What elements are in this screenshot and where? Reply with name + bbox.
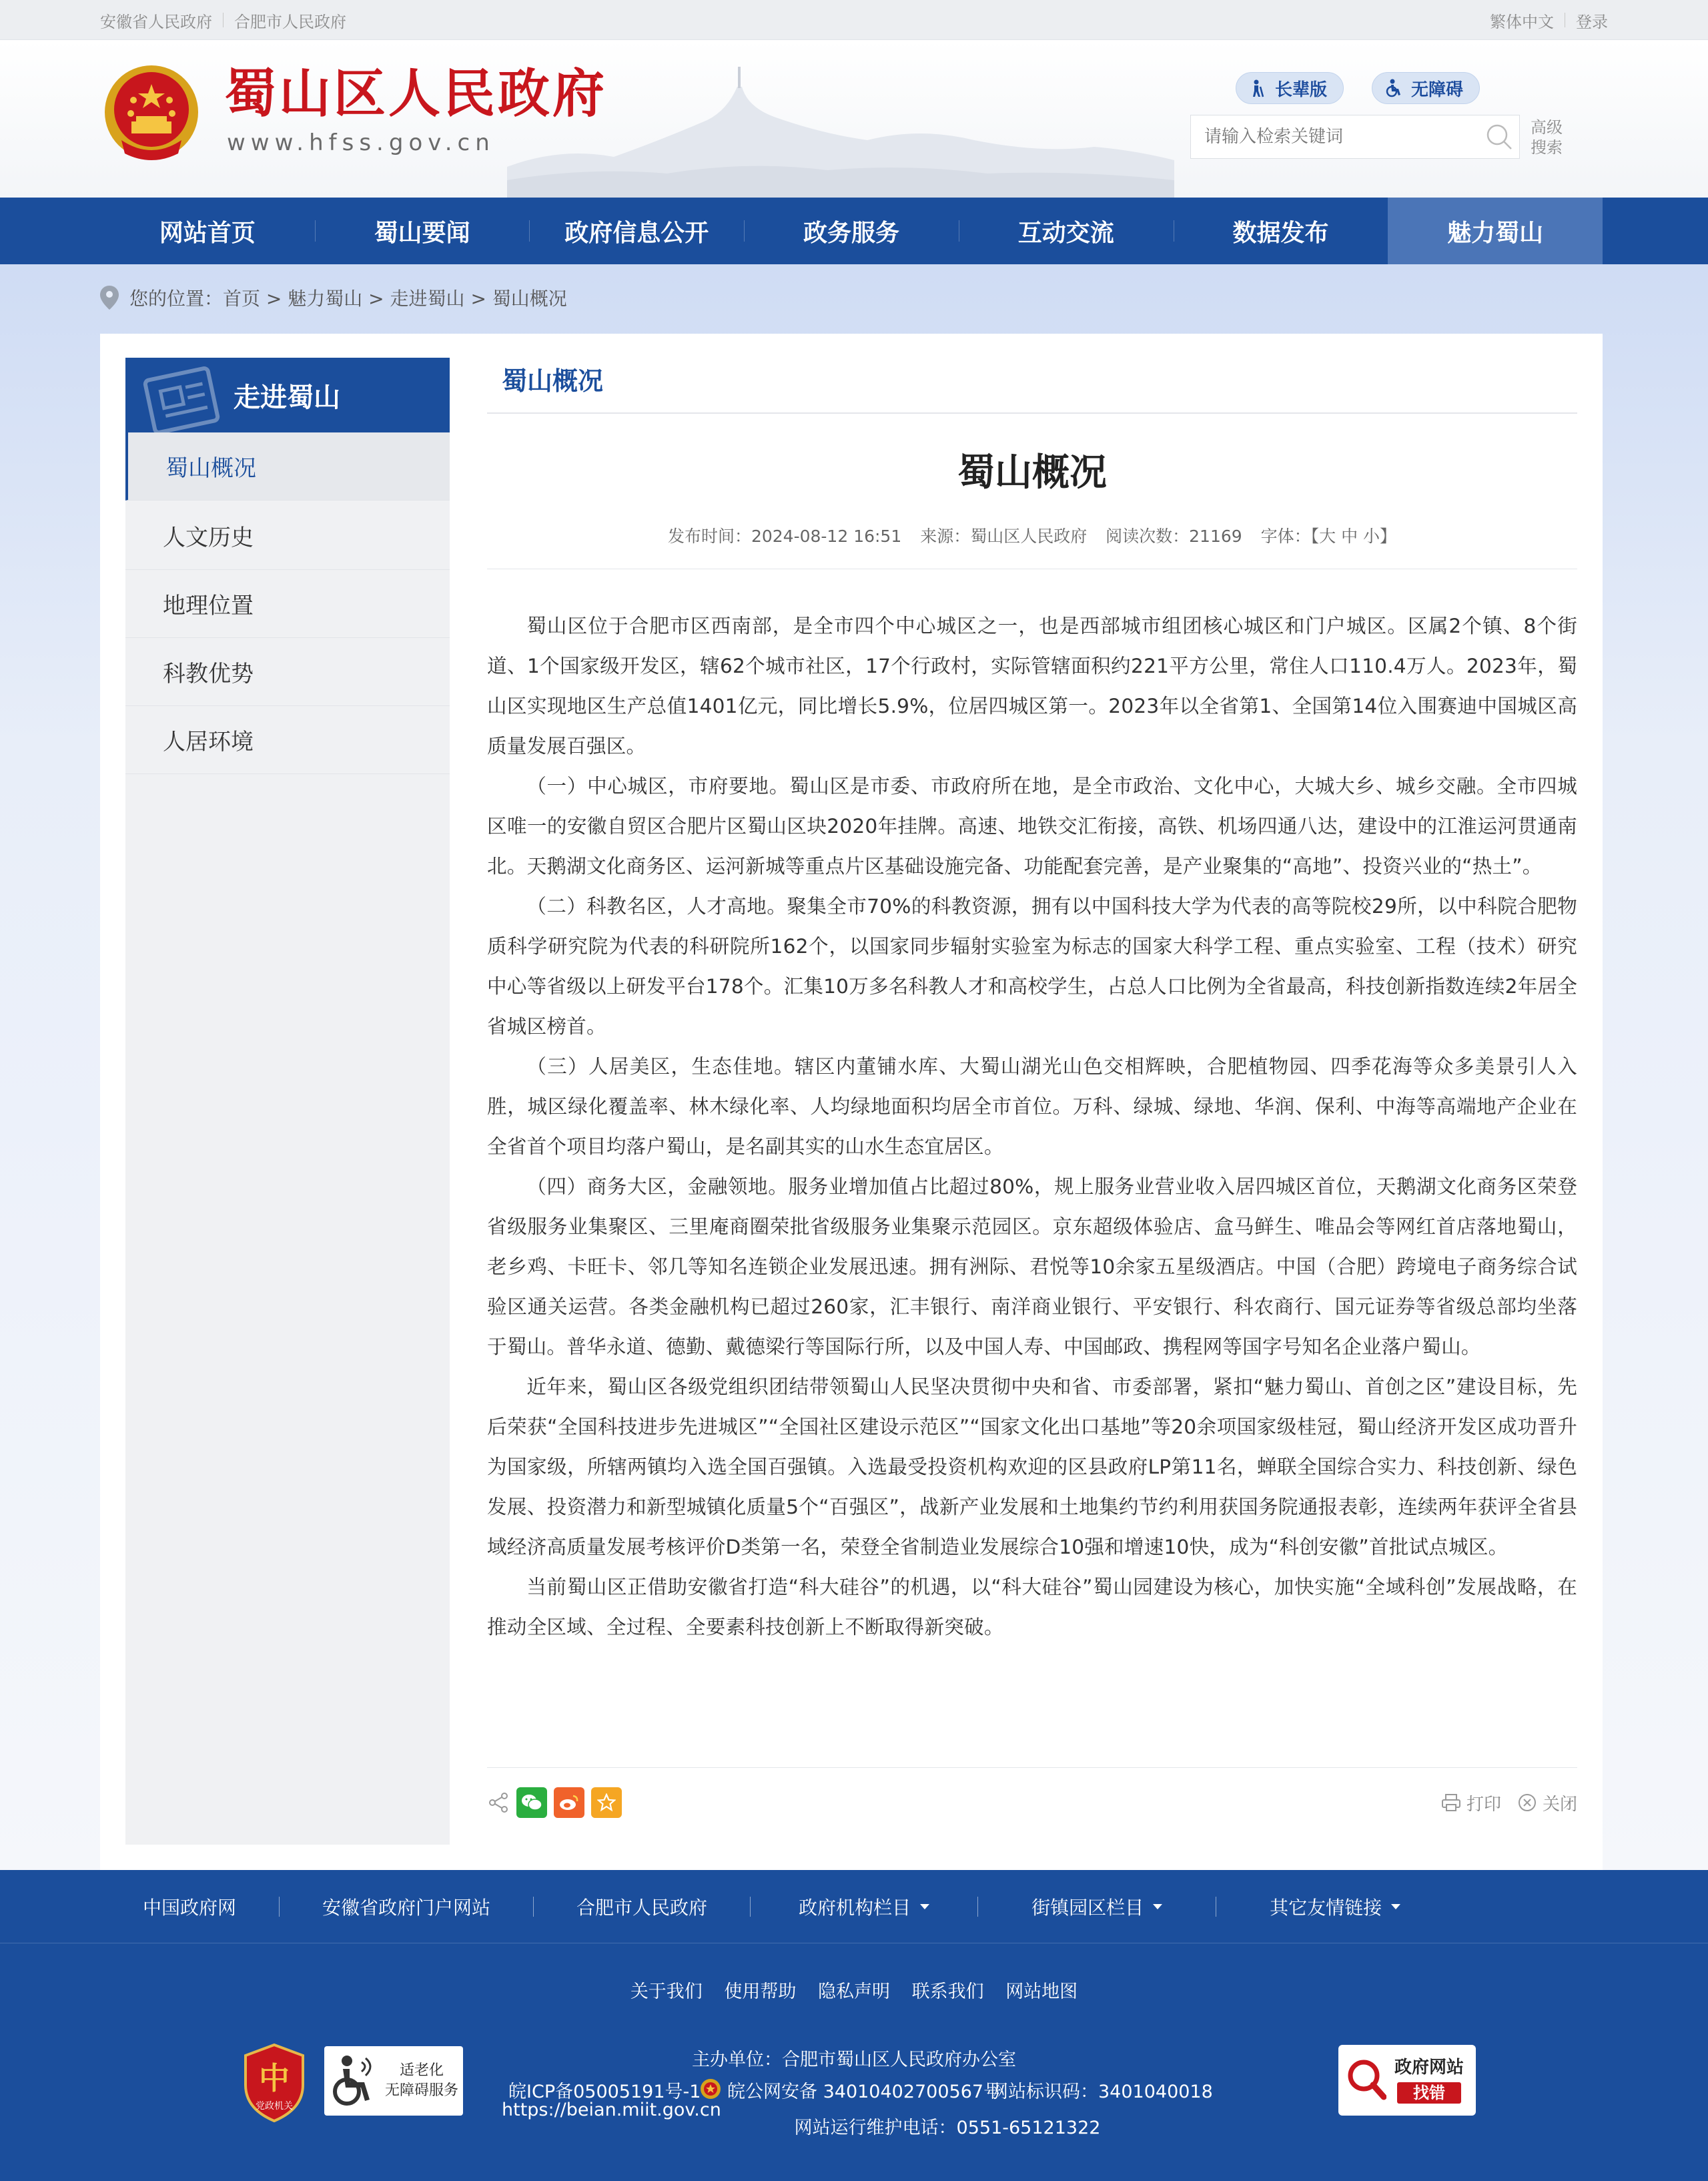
nav-interaction[interactable]: 互动交流 bbox=[959, 198, 1174, 264]
elder-mode-label: 长辈版 bbox=[1275, 79, 1328, 100]
footer-link-label: 政府机构栏目 bbox=[799, 1897, 911, 1919]
newspaper-icon bbox=[136, 364, 236, 432]
party-gov-badge-icon[interactable] bbox=[242, 2044, 307, 2122]
wechat-icon bbox=[521, 1793, 542, 1812]
accessibility-label: 无障碍 bbox=[1411, 79, 1464, 100]
article-source: 来源：蜀山区人民政府 bbox=[920, 527, 1088, 546]
traditional-chinese-link[interactable]: 繁体中文 bbox=[1490, 12, 1554, 31]
accessibility-button[interactable] bbox=[1372, 72, 1480, 104]
divider bbox=[223, 13, 224, 27]
elder-mode-button[interactable] bbox=[1236, 72, 1344, 104]
footer-icp[interactable]: 皖ICP备05005191号-1 bbox=[508, 2082, 701, 2102]
site-title[interactable]: 蜀山区人民政府 bbox=[224, 63, 608, 124]
elder-person-icon bbox=[1248, 79, 1267, 97]
top-bar-left-links bbox=[100, 0, 346, 40]
view-count: 阅读次数：21169 bbox=[1106, 527, 1242, 546]
search-box bbox=[1190, 115, 1520, 159]
close-button[interactable] bbox=[1517, 1791, 1577, 1815]
share-bar bbox=[487, 1786, 628, 1819]
divider bbox=[487, 412, 1577, 414]
sidebar-item-location[interactable]: 地理位置 bbox=[125, 570, 450, 638]
footer-police-record[interactable]: 皖公网安备 34010402700567号 bbox=[727, 2082, 1002, 2102]
wheelchair-icon bbox=[1384, 79, 1403, 97]
chevron-down-icon bbox=[1391, 1904, 1400, 1909]
font-size-control[interactable]: 字体：【大 中 小】 bbox=[1260, 527, 1397, 546]
police-badge-icon bbox=[699, 2077, 722, 2101]
sidebar-header bbox=[125, 358, 450, 432]
divider bbox=[977, 1897, 978, 1917]
footer-sponsor: 主办单位：合肥市蜀山区人民政府办公室 bbox=[692, 2050, 1016, 2070]
footer-link-label: 安徽省政府门户网站 bbox=[322, 1897, 491, 1919]
party-badge-label: 党政机关 bbox=[256, 2101, 293, 2112]
footer-phone: 网站运行维护电话：0551-65121322 bbox=[794, 2118, 1101, 2138]
search-icon bbox=[1484, 122, 1514, 151]
footer-dropdown-towns-parks[interactable] bbox=[1031, 1893, 1162, 1920]
footer-contact[interactable]: 联系我们 bbox=[911, 1981, 984, 2002]
printer-icon bbox=[1441, 1793, 1461, 1812]
close-label: 关闭 bbox=[1543, 1794, 1578, 1815]
national-emblem-icon bbox=[101, 60, 201, 167]
divider bbox=[750, 1897, 751, 1917]
footer-sitemap[interactable]: 网站地图 bbox=[1005, 1981, 1078, 2002]
weibo-icon bbox=[558, 1793, 580, 1812]
aging-accessibility-badge[interactable] bbox=[324, 2046, 463, 2116]
article-paragraph: 近年来，蜀山区各级党组织团结带领蜀山人民坚决贯彻中央和省、市委部署，紧扣“魅力蜀山、首创之区”建设目标，先后荣获“全国科技进步先进城区”“全国社区建设示范区”“国家文化出口基地”等20余项国家级桂冠，蜀山经济开发区成功晋升为国家级，所辖两镇均入选全国百强镇。入选最受投资机构欢迎的区县政府LP第11名，蝉联全国综合实力、科技创新、绿色发展、投资潜力和新型城镇化质量5个“百强区”，战新产业发展和土地集约节约利用获国务院通报表彰，连续两年获评全省县域经济高质量发展考核评价D类第一名，荣登全省制造业发展综合10强和增速10快，成为“科创安徽”首批试点城区。 bbox=[487, 1375, 1577, 1558]
footer-site-code: 网站标识码：3401040018 bbox=[990, 2082, 1213, 2102]
top-bar bbox=[0, 0, 1708, 40]
chevron-down-icon bbox=[920, 1904, 929, 1909]
divider bbox=[533, 1897, 534, 1917]
footer-link-label: 街镇园区栏目 bbox=[1031, 1897, 1144, 1919]
footer-dropdown-other-links[interactable] bbox=[1270, 1893, 1400, 1920]
top-bar-right-links bbox=[1490, 0, 1608, 40]
main-navigation bbox=[0, 198, 1708, 264]
footer-about-us[interactable]: 关于我们 bbox=[630, 1981, 703, 2002]
divider bbox=[487, 1767, 1577, 1768]
sidebar-item-history[interactable]: 人文历史 bbox=[125, 502, 450, 570]
sidebar-title: 走进蜀山 bbox=[234, 382, 340, 413]
article-paragraph: （四）商务大区，金融领地。服务业增加值占比超过80%，规上服务业营业收入居四城区首位，天鹅湖文化商务区荣登省级服务业集聚区、三里庵商圈荣批省级服务业集聚示范园区。京东超级体验店、盒马鲜生、唯品会等网红首店落地蜀山，老乡鸡、卡旺卡、邻几等知名连锁企业发展迅速。拥有洲际、君悦等10余家五星级酒店。中国（合肥）跨境电子商务综合试验区通关运营。各类金融机构已超过260家，汇丰银行、南洋商业银行、平安银行、科农商行、国元证券等省级总部均坐落于蜀山。普华永道、德勤、戴德梁行等国际行所，以及中国人寿、中国邮政、携程网等国字号知名企业落户蜀山。 bbox=[487, 1175, 1577, 1358]
gov-site-error-report-badge[interactable] bbox=[1338, 2045, 1476, 2116]
article-tools bbox=[1425, 1786, 1577, 1819]
site-url: www.hfss.gov.cn bbox=[227, 129, 495, 156]
search-input[interactable] bbox=[1191, 117, 1479, 157]
error-badge-line2: 找错 bbox=[1397, 2082, 1461, 2104]
wechat-share-button[interactable] bbox=[516, 1787, 547, 1818]
favorite-button[interactable] bbox=[591, 1787, 622, 1818]
footer-icp-url[interactable]: https://beian.miit.gov.cn bbox=[502, 2100, 721, 2120]
friend-links-row bbox=[0, 1870, 1708, 1943]
article-paragraph: （一）中心城区，市府要地。蜀山区是市委、市政府所在地，是全市政治、文化中心，大城大乡、城乡交融。全市四城区唯一的安徽自贸区合肥片区蜀山区块2020年挂牌。高速、地铁交汇衔接，高铁、机场四通八达，建设中的江淮运河贯通南北。天鹅湖文化商务区、运河新城等重点片区基础设施完备、功能配套完善，是产业聚集的“高地”、投资兴业的“热土”。 bbox=[487, 775, 1577, 878]
link-anhui-gov[interactable]: 安徽省人民政府 bbox=[100, 12, 212, 31]
aging-badge-line2: 无障碍服务 bbox=[384, 2082, 458, 2099]
column-title: 蜀山概况 bbox=[502, 366, 604, 396]
nav-data-release[interactable]: 数据发布 bbox=[1174, 198, 1388, 264]
breadcrumb bbox=[100, 264, 567, 331]
sidebar-item-living-environment[interactable]: 人居环境 bbox=[125, 706, 450, 774]
article-title: 蜀山概况 bbox=[957, 451, 1107, 495]
sidebar bbox=[125, 358, 450, 1845]
breadcrumb-prefix: 您的位置： bbox=[129, 288, 224, 310]
print-button[interactable] bbox=[1441, 1791, 1501, 1815]
print-label: 打印 bbox=[1466, 1794, 1502, 1815]
article-paragraph: 当前蜀山区正借助安徽省打造“科大硅谷”的机遇，以“科大硅谷”蜀山园建设为核心，加快实施“全域科创”发展战略，在推动全区域、全过程、全要素科技创新上不断取得新突破。 bbox=[487, 1576, 1577, 1638]
location-pin-icon bbox=[100, 286, 119, 310]
error-badge-line1: 政府网站 bbox=[1394, 2058, 1464, 2078]
aging-badge-line1: 适老化 bbox=[399, 2062, 444, 2079]
breadcrumb-path[interactable]: 首页 > 魅力蜀山 > 走进蜀山 > 蜀山概况 bbox=[223, 288, 567, 310]
link-hefei-gov[interactable]: 合肥市人民政府 bbox=[234, 12, 346, 31]
footer-sub-links bbox=[0, 1977, 1708, 2003]
sidebar-item-overview[interactable]: 蜀山概况 bbox=[125, 432, 450, 501]
weibo-share-button[interactable] bbox=[554, 1787, 584, 1818]
svg-text:中: 中 bbox=[259, 2060, 290, 2096]
nav-shushan-news[interactable]: 蜀山要闻 bbox=[315, 198, 530, 264]
footer-help[interactable]: 使用帮助 bbox=[724, 1981, 797, 2002]
advanced-search-link[interactable]: 高级搜索 bbox=[1531, 118, 1563, 157]
article-paragraph: （二）科教名区，人才高地。聚集全市70%的科教资源，拥有以中国科技大学为代表的高等院校29所，以中科院合肥物质科学研究院为代表的科研院所162个，以国家同步辐射实验室为标志的国家大科学工程、重点实验室、工程（技术）研究中心等省级以上研发平台178个。汇集10万多名科教人才和高校学生，占总人口比例为全省最高，科技创新指数连续2年居全省城区榜首。 bbox=[487, 895, 1577, 1038]
divider bbox=[279, 1897, 280, 1917]
footer-link-label: 其它友情链接 bbox=[1270, 1897, 1382, 1919]
publish-time: 发布时间：2024-08-12 16:51 bbox=[667, 527, 902, 546]
footer-link-anhui-portal[interactable] bbox=[322, 1893, 490, 1920]
footer-link-hefei-gov[interactable] bbox=[576, 1893, 707, 1920]
article-paragraph: 蜀山区位于合肥市区西南部，是全市四个中心城区之一，也是西部城市组团核心城区和门户城区。区属2个镇、8个街道、1个国家级开发区，辖62个城市社区，17个行政村，实际管辖面积约221平方公里，常住人口110.4万人。2023年，蜀山区实现地区生产总值1401亿元，同比增长5.9%，位居四城区第一。2023年以全省第1、全国第14位入围赛迪中国城区高质量发展百强区。 bbox=[487, 615, 1577, 757]
footer-link-label: 中国政府网 bbox=[143, 1897, 237, 1919]
share-icon bbox=[487, 1791, 510, 1814]
magnifier-error-icon bbox=[1346, 2058, 1386, 2102]
sidebar-item-science-education[interactable]: 科教优势 bbox=[125, 638, 450, 706]
site-header bbox=[0, 40, 1708, 198]
nav-gov-info[interactable]: 政府信息公开 bbox=[529, 198, 744, 264]
search-button[interactable] bbox=[1479, 117, 1519, 157]
footer-link-label: 合肥市人民政府 bbox=[576, 1897, 708, 1919]
article-paragraph: （三）人居美区，生态佳地。辖区内董铺水库、大蜀山湖光山色交相辉映，合肥植物园、四季花海等众多美景引人入胜，城区绿化覆盖率、林木绿化率、人均绿地面积均居全市首位。万科、绿城、绿地、华润、保利、中海等高端地产企业在全省首个项目均落户蜀山，是名副其实的山水生态宜居区。 bbox=[487, 1055, 1577, 1158]
footer-dropdown-gov-agencies[interactable] bbox=[799, 1893, 929, 1920]
close-circle-icon bbox=[1517, 1793, 1537, 1813]
footer-link-china-gov[interactable] bbox=[143, 1893, 236, 1920]
nav-charm-shushan[interactable]: 魅力蜀山 bbox=[1388, 198, 1603, 264]
article-body bbox=[487, 606, 1577, 1647]
nav-gov-services[interactable]: 政务服务 bbox=[744, 198, 959, 264]
star-icon bbox=[597, 1793, 616, 1812]
wheelchair-icon bbox=[328, 2053, 382, 2110]
nav-home[interactable]: 网站首页 bbox=[159, 219, 256, 247]
login-link[interactable]: 登录 bbox=[1576, 12, 1608, 31]
chevron-down-icon bbox=[1153, 1904, 1162, 1909]
footer-privacy[interactable]: 隐私声明 bbox=[818, 1981, 890, 2002]
article-meta bbox=[487, 523, 1577, 547]
